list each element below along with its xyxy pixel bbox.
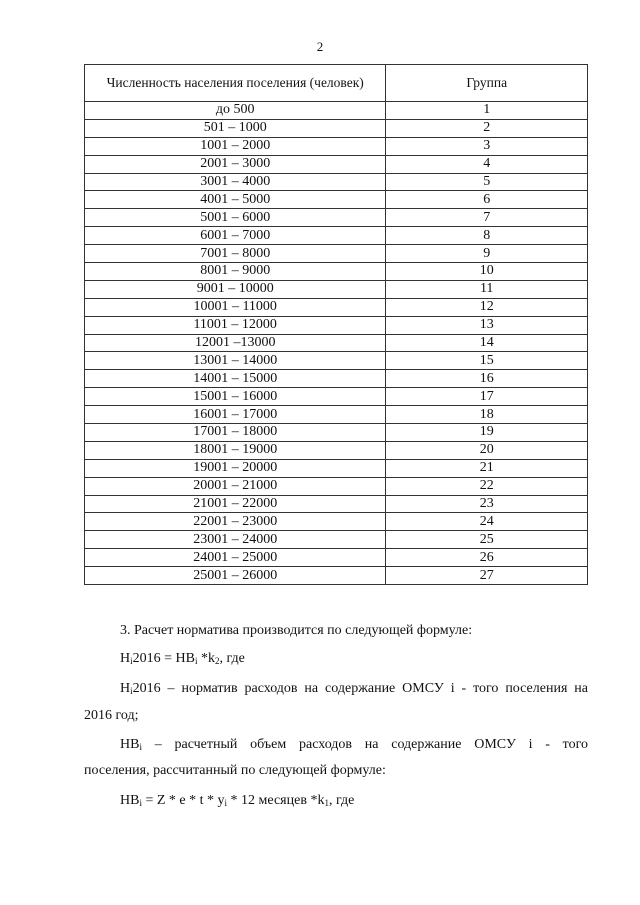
table-row bbox=[85, 567, 588, 585]
cell-population-range: 18001 – 19000 bbox=[85, 441, 386, 459]
cell-population-range: 7001 – 8000 bbox=[85, 245, 386, 263]
formula-volume bbox=[84, 793, 588, 811]
cell-population-range: 8001 – 9000 bbox=[85, 263, 386, 281]
cell-group-number: 13 bbox=[386, 316, 588, 334]
table-row bbox=[85, 370, 588, 388]
cell-group-number: 5 bbox=[386, 173, 588, 191]
table-row bbox=[85, 441, 588, 459]
term: НВ bbox=[120, 737, 140, 752]
cell-group-number: 25 bbox=[386, 531, 588, 549]
definition-text: 2016 год; bbox=[84, 708, 139, 723]
definition-text: 2016 – норматив расходов на содержание ОМСУ i - того поселения на bbox=[132, 681, 588, 696]
cell-population-range: 3001 – 4000 bbox=[85, 173, 386, 191]
cell-group-number: 3 bbox=[386, 137, 588, 155]
table-header-row bbox=[85, 65, 588, 102]
cell-population-range: 12001 –13000 bbox=[85, 334, 386, 352]
formula-part: = Z * e * t * y bbox=[141, 793, 225, 808]
cell-population-range: 9001 – 10000 bbox=[85, 280, 386, 298]
cell-population-range: 23001 – 24000 bbox=[85, 531, 386, 549]
population-group-table bbox=[84, 64, 588, 585]
table-row bbox=[85, 280, 588, 298]
cell-population-range: 1001 – 2000 bbox=[85, 137, 386, 155]
formula-subscript: i bbox=[194, 656, 198, 666]
cell-group-number: 10 bbox=[386, 263, 588, 281]
cell-population-range: 6001 – 7000 bbox=[85, 227, 386, 245]
paragraph-norm-definition-line2 bbox=[84, 708, 588, 724]
cell-group-number: 6 bbox=[386, 191, 588, 209]
table-row bbox=[85, 477, 588, 495]
cell-group-number: 24 bbox=[386, 513, 588, 531]
cell-population-range: 15001 – 16000 bbox=[85, 388, 386, 406]
cell-population-range: 5001 – 6000 bbox=[85, 209, 386, 227]
cell-group-number: 2 bbox=[386, 119, 588, 137]
cell-population-range: 20001 – 21000 bbox=[85, 477, 386, 495]
table-row bbox=[85, 155, 588, 173]
cell-population-range: 13001 – 14000 bbox=[85, 352, 386, 370]
cell-group-number: 20 bbox=[386, 441, 588, 459]
table-row bbox=[85, 531, 588, 549]
table-row bbox=[85, 245, 588, 263]
cell-population-range: 17001 – 18000 bbox=[85, 424, 386, 442]
paragraph-norm-definition-line1 bbox=[84, 681, 588, 699]
cell-population-range: 25001 – 26000 bbox=[85, 567, 386, 585]
paragraph-text: 3. Расчет норматива производится по следующей формуле: bbox=[120, 623, 473, 638]
table-row bbox=[85, 298, 588, 316]
formula-part: * 12 месяцев *k bbox=[227, 793, 325, 808]
cell-population-range: 4001 – 5000 bbox=[85, 191, 386, 209]
formula-part: Н bbox=[120, 651, 131, 666]
cell-group-number: 22 bbox=[386, 477, 588, 495]
cell-group-number: 15 bbox=[386, 352, 588, 370]
table-row bbox=[85, 137, 588, 155]
cell-population-range: 10001 – 11000 bbox=[85, 298, 386, 316]
cell-group-number: 26 bbox=[386, 549, 588, 567]
definition-text: поселения, рассчитанный по следующей формуле: bbox=[84, 763, 386, 778]
page-number: 2 bbox=[316, 39, 324, 54]
formula-subscript: 1 bbox=[324, 798, 329, 808]
table-row bbox=[85, 459, 588, 477]
formula-subscript: i bbox=[130, 656, 133, 666]
table-row bbox=[85, 173, 588, 191]
formula-part: , где bbox=[328, 793, 355, 808]
cell-group-number: 19 bbox=[386, 424, 588, 442]
cell-group-number: 7 bbox=[386, 209, 588, 227]
cell-group-number: 23 bbox=[386, 495, 588, 513]
table-row bbox=[85, 191, 588, 209]
table-row bbox=[85, 352, 588, 370]
table-body bbox=[85, 102, 588, 585]
paragraph-formula-intro bbox=[84, 623, 588, 639]
table-row bbox=[85, 119, 588, 137]
term-subscript: i bbox=[130, 686, 133, 696]
table-row bbox=[85, 102, 588, 120]
definition-text: – расчетный объем расходов на содержание ОМСУ i - того bbox=[141, 737, 588, 752]
cell-population-range: 24001 – 25000 bbox=[85, 549, 386, 567]
table-row bbox=[85, 513, 588, 531]
term: Н bbox=[120, 681, 131, 696]
header-group: Группа bbox=[386, 65, 588, 102]
formula-part: 2016 = НВ bbox=[132, 651, 195, 666]
table-row bbox=[85, 406, 588, 424]
cell-population-range: 14001 – 15000 bbox=[85, 370, 386, 388]
formula-subscript: i bbox=[224, 798, 228, 808]
cell-group-number: 14 bbox=[386, 334, 588, 352]
table-row bbox=[85, 227, 588, 245]
table-row bbox=[85, 334, 588, 352]
cell-group-number: 16 bbox=[386, 370, 588, 388]
paragraph-volume-definition-line1 bbox=[84, 737, 588, 755]
header-population: Численность населения поселения (человек) bbox=[85, 65, 386, 102]
table-row bbox=[85, 316, 588, 334]
formula-part: , где bbox=[219, 651, 245, 666]
cell-group-number: 18 bbox=[386, 406, 588, 424]
table-row bbox=[85, 209, 588, 227]
table-row bbox=[85, 424, 588, 442]
cell-population-range: 16001 – 17000 bbox=[85, 406, 386, 424]
table-row bbox=[85, 263, 588, 281]
cell-group-number: 12 bbox=[386, 298, 588, 316]
term-subscript: i bbox=[139, 742, 142, 752]
table-row bbox=[85, 388, 588, 406]
cell-group-number: 9 bbox=[386, 245, 588, 263]
paragraph-volume-definition-line2 bbox=[84, 763, 588, 779]
cell-group-number: 17 bbox=[386, 388, 588, 406]
cell-population-range: 19001 – 20000 bbox=[85, 459, 386, 477]
formula-part: *k bbox=[197, 651, 215, 666]
cell-group-number: 11 bbox=[386, 280, 588, 298]
cell-group-number: 1 bbox=[386, 102, 588, 120]
cell-group-number: 8 bbox=[386, 227, 588, 245]
cell-group-number: 4 bbox=[386, 155, 588, 173]
formula-subscript: 2 bbox=[215, 656, 220, 666]
cell-group-number: 27 bbox=[386, 567, 588, 585]
cell-population-range: 2001 – 3000 bbox=[85, 155, 386, 173]
cell-population-range: 21001 – 22000 bbox=[85, 495, 386, 513]
table-row bbox=[85, 549, 588, 567]
cell-population-range: 22001 – 23000 bbox=[85, 513, 386, 531]
formula-subscript: i bbox=[139, 798, 142, 808]
cell-population-range: 501 – 1000 bbox=[85, 119, 386, 137]
formula-part: НВ bbox=[120, 793, 140, 808]
cell-population-range: 11001 – 12000 bbox=[85, 316, 386, 334]
formula-norm bbox=[84, 651, 588, 669]
table-row bbox=[85, 495, 588, 513]
cell-group-number: 21 bbox=[386, 459, 588, 477]
cell-population-range: до 500 bbox=[85, 102, 386, 120]
